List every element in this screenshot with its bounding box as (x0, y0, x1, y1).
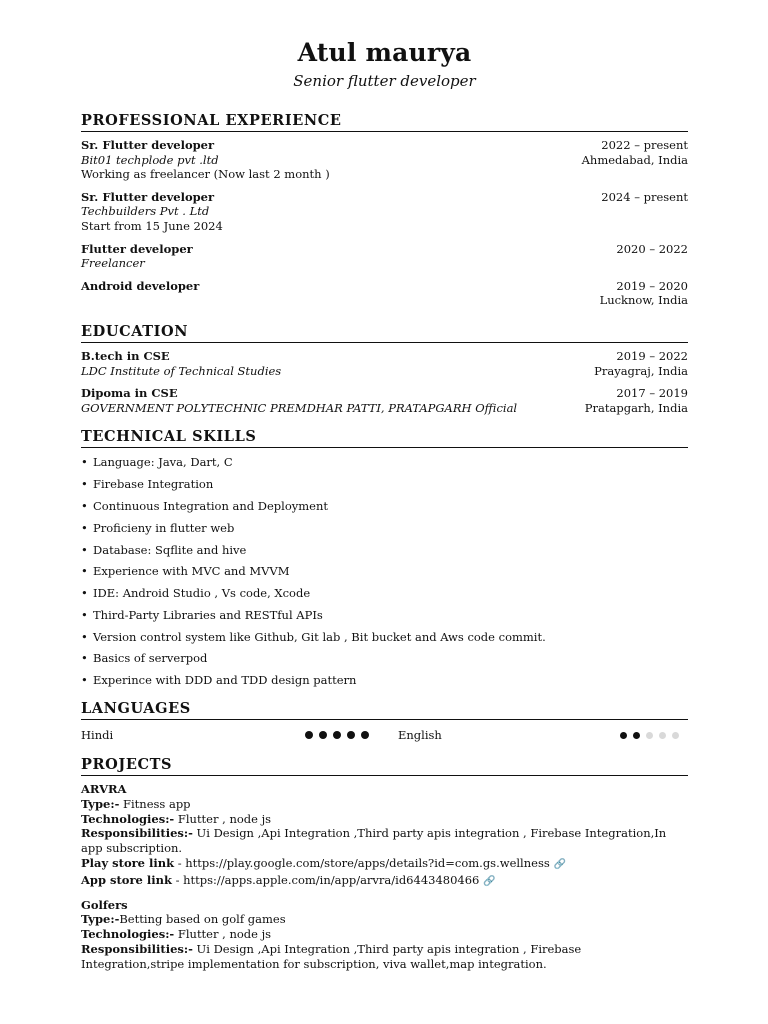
project-resp: Ui Design ,Api Integration ,Third party apis integration , Firebase Integration,In app subscription. (81, 826, 667, 856)
language-name: English (398, 728, 442, 743)
experience-entry (81, 190, 688, 234)
education-location: Prayagraj, India (594, 363, 688, 378)
project-type-label: Type:- (81, 796, 120, 811)
languages-section-title: LANGUAGES (81, 700, 688, 720)
skill-item: • Third-Party Libraries and RESTful APIs (81, 605, 688, 627)
job-title: Sr. Flutter developer (81, 189, 215, 204)
education-location: Pratapgarh, India (584, 400, 688, 415)
languages-row (81, 727, 688, 743)
skills-section-title: TECHNICAL SKILLS (81, 428, 688, 448)
skill-item: • Basics of serverpod (81, 648, 688, 670)
education-entry (81, 349, 688, 378)
app-store-label: App store link (81, 872, 172, 887)
link-icon: 🔗 (483, 875, 496, 887)
link-icon: 🔗 (553, 859, 567, 871)
job-dates: 2020 – 2022 (616, 241, 688, 256)
job-company: Freelancer (81, 256, 145, 271)
project-resp: Ui Design ,Api Integration ,Third party apis integration , Firebase Integration,stripe implementation for subscription, viva wallet,map integration. (81, 942, 582, 971)
experience-entry (81, 279, 688, 308)
language-level-dots (305, 731, 398, 739)
project-tech: Flutter , node js (174, 811, 272, 826)
app-store-url[interactable]: - https://apps.apple.com/in/app/arvra/id6443480466 (171, 872, 480, 887)
project-entry (81, 898, 688, 972)
degree: B.tech in CSE (81, 348, 170, 363)
job-note: Working as freelancer (Now last 2 month ) (81, 167, 330, 182)
app-store-link[interactable] (81, 873, 688, 890)
level-dot-filled (633, 732, 640, 739)
level-dot-filled (620, 732, 627, 739)
level-dot-filled (305, 731, 313, 739)
education-dates: 2017 – 2019 (616, 386, 688, 401)
project-type: Fitness app (119, 796, 191, 811)
education-dates: 2019 – 2022 (616, 348, 688, 363)
job-company: Bit01 techplode pvt .ltd (81, 152, 219, 167)
skill-item: • Experience with MVC and MVVM (81, 561, 688, 583)
project-entry (81, 782, 688, 890)
level-dot-empty (646, 732, 653, 739)
level-dot-filled (347, 731, 355, 739)
education-entry (81, 386, 688, 415)
school: GOVERNMENT POLYTECHNIC PREMDHAR PATTI, PRATAPGARH Official (81, 400, 518, 415)
job-location: Ahmedabad, India (581, 152, 688, 167)
skill-item: • Database: Sqflite and hive (81, 540, 688, 562)
skill-item: • Language: Java, Dart, C (81, 452, 688, 474)
project-type-label: Type:- (81, 912, 120, 927)
job-company: Techbuilders Pvt . Ltd (81, 204, 210, 219)
skill-item: • Experince with DDD and TDD design pattern (81, 670, 688, 692)
project-name: Golfers (81, 897, 128, 912)
project-tech-label: Technologies:- (81, 927, 175, 942)
project-type: Betting based on golf games (119, 912, 286, 927)
job-dates: 2022 – present (601, 138, 688, 152)
projects-section-title: PROJECTS (81, 756, 688, 776)
job-dates: 2019 – 2020 (616, 278, 688, 293)
level-dot-empty (672, 732, 679, 739)
resume-role: Senior flutter developer (293, 72, 476, 90)
project-tech-label: Technologies:- (81, 811, 175, 826)
level-dot-filled (319, 731, 327, 739)
level-dot-filled (361, 731, 369, 739)
experience-section-title: PROFESSIONAL EXPERIENCE (81, 112, 688, 132)
level-dot-filled (333, 731, 341, 739)
job-note: Start from 15 June 2024 (81, 218, 223, 233)
job-title: Android developer (81, 278, 200, 293)
language-name: Hindi (81, 728, 114, 743)
skill-item: • Proficieny in flutter web (81, 518, 688, 540)
education-section-title: EDUCATION (81, 323, 688, 343)
project-resp-label: Responsibilities:- (81, 942, 193, 957)
project-tech: Flutter , node js (174, 927, 272, 942)
level-dot-empty (659, 732, 666, 739)
play-store-url[interactable]: - https://play.google.com/store/apps/details?id=com.gs.wellness (174, 856, 550, 871)
skill-item: • IDE: Android Studio , Vs code, Xcode (81, 583, 688, 605)
skills-list (81, 452, 688, 692)
play-store-link[interactable] (81, 856, 688, 873)
project-resp-label: Responsibilities:- (81, 826, 193, 841)
skill-item: • Continuous Integration and Deployment (81, 496, 688, 518)
job-dates: 2024 – present (601, 189, 688, 204)
skill-item: • Firebase Integration (81, 474, 688, 496)
job-title: Sr. Flutter developer (81, 138, 215, 152)
experience-entry (81, 242, 688, 271)
experience-entry (81, 138, 688, 182)
play-store-label: Play store link (81, 856, 175, 871)
skill-item: • Version control system like Github, Git lab , Bit bucket and Aws code commit. (81, 627, 688, 649)
job-title: Flutter developer (81, 241, 193, 256)
resume-name: Atul maurya (297, 38, 472, 67)
resume-page (81, 0, 688, 972)
language-level-dots (620, 732, 679, 739)
job-location: Lucknow, India (599, 293, 688, 308)
project-name: ARVRA (81, 782, 127, 797)
degree: Dipoma in CSE (81, 386, 178, 401)
school: LDC Institute of Technical Studies (81, 363, 282, 378)
